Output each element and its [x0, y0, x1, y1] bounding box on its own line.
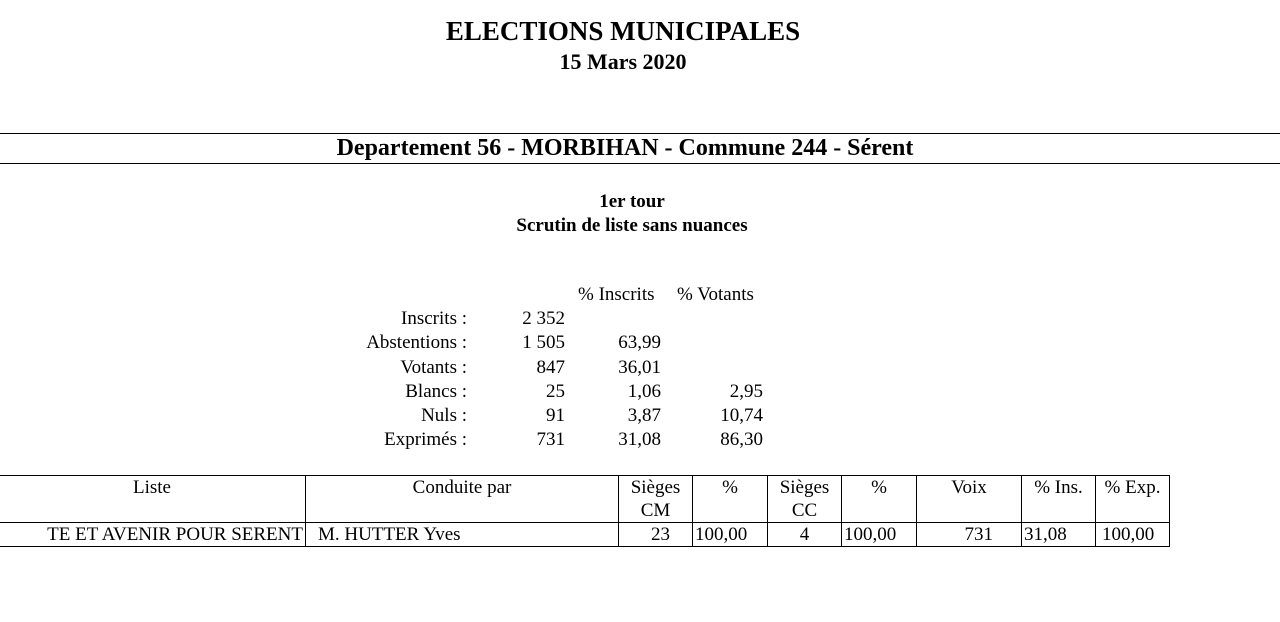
header-sieges-cc-suffix: CC [768, 499, 842, 523]
stat-pct-votants: 10,74 [720, 405, 763, 426]
col-header-pct-votants: % Votants [677, 284, 754, 305]
stat-count: 2 352 [522, 308, 565, 329]
cell-liste-text: TE ET AVENIR POUR SERENT [47, 524, 303, 545]
col-header-pct-inscrits: % Inscrits [578, 284, 655, 305]
cell-sieges-cm: 23 [619, 523, 693, 547]
results-table [0, 475, 1170, 547]
stat-count: 25 [546, 381, 565, 402]
stat-pct-inscrits: 3,87 [627, 405, 661, 426]
round-label: 1er tour [599, 191, 665, 212]
table-row [0, 523, 1170, 547]
header-sieges-cm: Sièges [619, 476, 693, 500]
stat-pct-inscrits: 63,99 [618, 332, 661, 353]
stat-label: Nuls : [421, 405, 467, 426]
stat-label: Votants : [400, 357, 467, 378]
header-conduite: Conduite par [306, 476, 619, 500]
cell-liste [0, 523, 306, 547]
header-pct-ins: % Ins. [1022, 476, 1096, 500]
header-pct-cm: % [693, 476, 768, 500]
cell-conduite: M. HUTTER Yves [306, 523, 619, 547]
cell-sieges-cc: 4 [768, 523, 842, 547]
stat-label: Exprimés : [384, 429, 467, 450]
header-cell-empty [0, 499, 306, 523]
stat-count: 847 [536, 357, 565, 378]
cell-pct-cc: 100,00 [842, 523, 917, 547]
stat-pct-votants: 86,30 [720, 429, 763, 450]
election-date: 15 Mars 2020 [559, 49, 687, 74]
stat-pct-inscrits: 1,06 [627, 381, 661, 402]
bottom-divider [0, 163, 1280, 164]
stat-label: Inscrits : [401, 308, 467, 329]
header-cell-empty [1022, 499, 1096, 523]
header-cell-empty [1096, 499, 1170, 523]
header-liste: Liste [0, 476, 306, 500]
stat-count: 731 [536, 429, 565, 450]
stat-pct-inscrits: 36,01 [618, 357, 661, 378]
stat-label: Blancs : [405, 381, 467, 402]
stat-pct-inscrits: 31,08 [618, 429, 661, 450]
cell-pct-ins: 31,08 [1022, 523, 1096, 547]
table-header-row-2 [0, 499, 1170, 523]
cell-voix: 731 [917, 523, 1022, 547]
top-divider [0, 133, 1280, 134]
cell-pct-exp: 100,00 [1096, 523, 1170, 547]
stat-pct-votants: 2,95 [729, 381, 763, 402]
stat-count: 1 505 [522, 332, 565, 353]
department-heading: Departement 56 - MORBIHAN - Commune 244 - Sérent [336, 135, 914, 161]
header-cell-empty [917, 499, 1022, 523]
page-title: ELECTIONS MUNICIPALES [445, 16, 801, 46]
stat-count: 91 [546, 405, 565, 426]
header-sieges-cc: Sièges [768, 476, 842, 500]
cell-pct-cm: 100,00 [693, 523, 768, 547]
table-header-row [0, 476, 1170, 500]
ballot-type-label: Scrutin de liste sans nuances [516, 215, 748, 236]
header-cell-empty [842, 499, 917, 523]
stat-label: Abstentions : [366, 332, 467, 353]
header-voix: Voix [917, 476, 1022, 500]
header-pct-cc: % [842, 476, 917, 500]
header-cell-empty [306, 499, 619, 523]
header-cell-empty [693, 499, 768, 523]
header-sieges-cm-suffix: CM [619, 499, 693, 523]
header-pct-exp: % Exp. [1096, 476, 1170, 500]
